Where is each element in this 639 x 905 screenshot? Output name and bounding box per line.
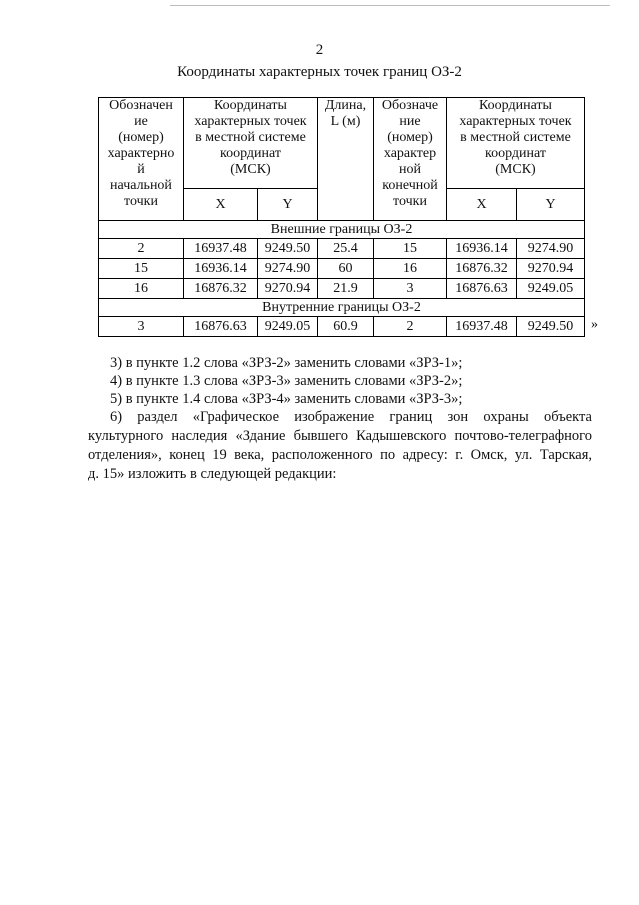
header-y-end: Y — [517, 189, 585, 221]
section-outer-label: Внешние границы ОЗ-2 — [99, 221, 585, 239]
section-inner-label: Внутренние границы ОЗ-2 — [99, 299, 585, 317]
header-end-point: Обозначе ние (номер) характер ной конечной точки — [374, 98, 447, 221]
page-number: 2 — [315, 42, 324, 58]
paragraph-6-line-4: д. 15» изложить в следующей редакции: — [88, 466, 337, 482]
header-start-point: Обозначен ие (номер) характерно й начальной точки — [99, 98, 184, 221]
paragraph-5: 5) в пункте 1.4 слова «ЗРЗ-4» заменить словами «ЗРЗ-3»; — [110, 391, 463, 407]
table-title: Координаты характерных точек границ ОЗ-2 — [177, 64, 462, 80]
paragraph-6-line-2: культурного наследия «Здание бывшего Кадышевского почтово-телеграфного — [88, 428, 592, 444]
closing-quote: » — [591, 317, 598, 332]
header-x-start: X — [184, 189, 258, 221]
header-x-end: X — [447, 189, 517, 221]
paragraph-4: 4) в пункте 1.3 слова «ЗРЗ-3» заменить словами «ЗРЗ-2»; — [110, 373, 463, 389]
paragraph-6-line-1: 6) раздел «Графическое изображение границ зон охраны объекта — [110, 409, 592, 425]
scan-top-line — [170, 5, 610, 7]
table-row: 2 16937.48 9249.50 25.4 15 16936.14 9274.90 — [99, 239, 585, 259]
table-row: 16 16876.32 9270.94 21.9 3 16876.63 9249.05 — [99, 279, 585, 299]
header-y-start: Y — [258, 189, 318, 221]
header-length: Длина, L (м) — [318, 98, 374, 221]
header-coords-end: Координаты характерных точек в местной системе координат (МСК) — [447, 98, 585, 189]
paragraph-3: 3) в пункте 1.2 слова «ЗРЗ-2» заменить словами «ЗРЗ-1»; — [110, 355, 463, 371]
coordinates-table — [98, 97, 585, 337]
table-row: 3 16876.63 9249.05 60.9 2 16937.48 9249.50 — [99, 317, 585, 337]
table-row: 15 16936.14 9274.90 60 16 16876.32 9270.94 — [99, 259, 585, 279]
header-coords-start: Координаты характерных точек в местной системе координат (МСК) — [184, 98, 318, 189]
paragraph-6-line-3: отделения», конец 19 века, расположенного по адресу: г. Омск, ул. Тарская, — [88, 447, 592, 463]
